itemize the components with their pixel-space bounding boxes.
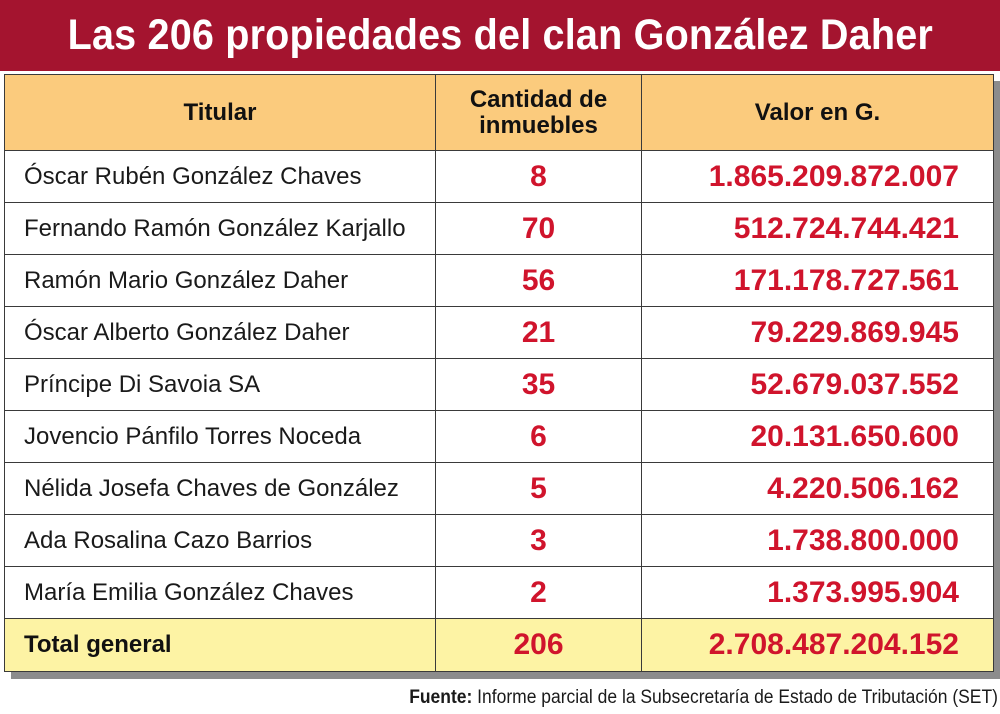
page-title: Las 206 propiedades del clan González Daher — [67, 11, 933, 59]
table-container — [4, 74, 993, 672]
header-titular: Titular — [5, 75, 436, 151]
properties-table — [4, 74, 994, 672]
cell-cantidad: 35 — [436, 359, 642, 411]
header-cantidad — [436, 75, 642, 151]
table-row — [5, 203, 994, 255]
cell-cantidad: 21 — [436, 307, 642, 359]
table-row — [5, 255, 994, 307]
cell-titular: Óscar Rubén González Chaves — [5, 151, 436, 203]
source-text: Informe parcial de la Subsecretaría de Estado de Tributación (SET) — [477, 687, 998, 708]
cell-valor: 52.679.037.552 — [642, 359, 994, 411]
table-row — [5, 307, 994, 359]
table-row — [5, 515, 994, 567]
cell-valor: 1.738.800.000 — [642, 515, 994, 567]
total-row — [5, 619, 994, 672]
cell-valor: 1.865.209.872.007 — [642, 151, 994, 203]
table-row — [5, 463, 994, 515]
table-row — [5, 567, 994, 619]
total-valor: 2.708.487.204.152 — [642, 619, 994, 672]
total-label: Total general — [5, 619, 436, 672]
source-label: Fuente: — [409, 687, 473, 708]
cell-titular: Nélida Josefa Chaves de González — [5, 463, 436, 515]
table-row — [5, 359, 994, 411]
cell-valor: 1.373.995.904 — [642, 567, 994, 619]
source-note — [409, 687, 998, 709]
header-cantidad-line1: Cantidad de — [469, 85, 608, 113]
cell-titular: Jovencio Pánfilo Torres Noceda — [5, 411, 436, 463]
header-row — [5, 75, 994, 151]
table-row — [5, 411, 994, 463]
cell-cantidad: 2 — [436, 567, 642, 619]
table-row — [5, 151, 994, 203]
cell-titular: Ada Rosalina Cazo Barrios — [5, 515, 436, 567]
cell-cantidad: 5 — [436, 463, 642, 515]
cell-cantidad: 56 — [436, 255, 642, 307]
cell-titular: Ramón Mario González Daher — [5, 255, 436, 307]
header-valor: Valor en G. — [642, 75, 994, 151]
cell-titular: Príncipe Di Savoia SA — [5, 359, 436, 411]
cell-valor: 171.178.727.561 — [642, 255, 994, 307]
total-cantidad: 206 — [436, 619, 642, 672]
cell-valor: 512.724.744.421 — [642, 203, 994, 255]
cell-titular: Óscar Alberto González Daher — [5, 307, 436, 359]
cell-titular: María Emilia González Chaves — [5, 567, 436, 619]
header-cantidad-line2: inmuebles — [479, 111, 598, 139]
cell-cantidad: 70 — [436, 203, 642, 255]
cell-cantidad: 6 — [436, 411, 642, 463]
cell-titular: Fernando Ramón González Karjallo — [5, 203, 436, 255]
cell-valor: 79.229.869.945 — [642, 307, 994, 359]
cell-cantidad: 3 — [436, 515, 642, 567]
cell-valor: 20.131.650.600 — [642, 411, 994, 463]
cell-cantidad: 8 — [436, 151, 642, 203]
title-banner — [0, 0, 1000, 71]
cell-valor: 4.220.506.162 — [642, 463, 994, 515]
